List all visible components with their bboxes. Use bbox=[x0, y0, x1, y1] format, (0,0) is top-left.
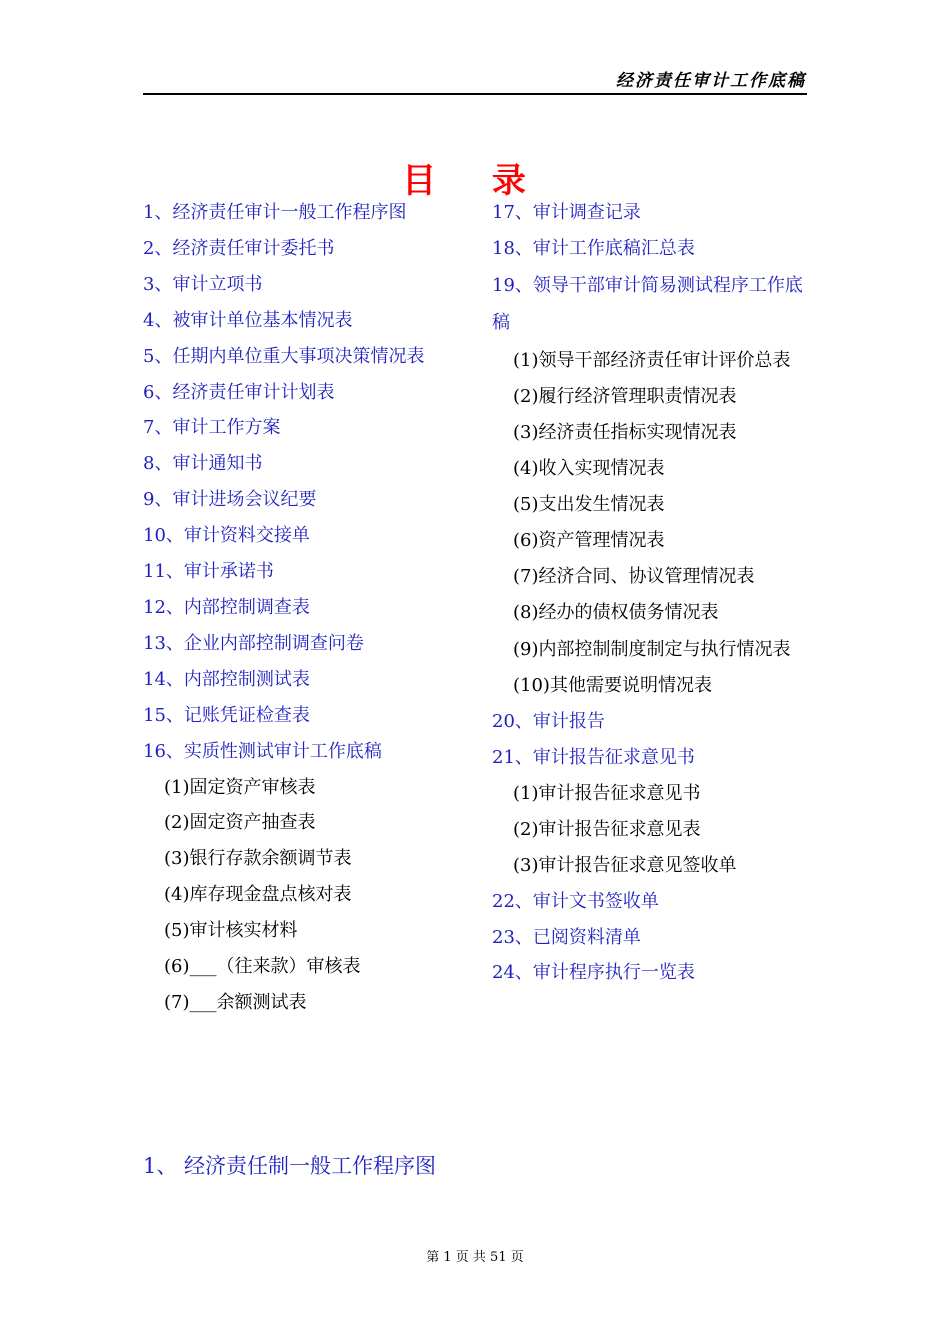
toc-link-item[interactable]: 4、被审计单位基本情况表 bbox=[143, 309, 353, 331]
toc-sub-item: (6)___（往来款）审核表 bbox=[164, 956, 361, 978]
toc-link-item[interactable]: 14、内部控制测试表 bbox=[143, 668, 310, 690]
toc-sub-item: (2)审计报告征求意见表 bbox=[513, 818, 701, 840]
toc-sub-item: (5)审计核实材料 bbox=[164, 920, 298, 942]
toc-link-item[interactable]: 23、已阅资料清单 bbox=[492, 926, 641, 948]
toc-sub-item: (7)经济合同、协议管理情况表 bbox=[513, 565, 755, 587]
toc-link-item[interactable]: 1、经济责任审计一般工作程序图 bbox=[143, 202, 407, 223]
toc-sub-item: (4)库存现金盘点核对表 bbox=[164, 884, 352, 906]
toc-sub-item: (3)银行存款余额调节表 bbox=[164, 848, 352, 870]
page-footer: 第 1 页 共 51 页 bbox=[426, 1250, 524, 1265]
toc-link-item[interactable]: 10、审计资料交接单 bbox=[143, 525, 310, 547]
toc-link-item[interactable]: 3、审计立项书 bbox=[143, 273, 263, 295]
toc-sub-item: (1)领导干部经济责任审计评价总表 bbox=[513, 349, 791, 371]
header-rule bbox=[143, 93, 807, 95]
toc-link-item[interactable]: 12、内部控制调查表 bbox=[143, 596, 310, 618]
toc-link-item[interactable]: 6、经济责任审计计划表 bbox=[143, 381, 335, 403]
toc-link-item[interactable]: 17、审计调查记录 bbox=[492, 202, 641, 223]
toc-sub-item: (5)支出发生情况表 bbox=[513, 494, 665, 516]
toc-link-item[interactable]: 5、任期内单位重大事项决策情况表 bbox=[143, 345, 425, 367]
toc-heading: 目 录 bbox=[402, 161, 548, 201]
toc-sub-item: (2)履行经济管理职责情况表 bbox=[513, 386, 737, 408]
toc-link-item[interactable]: 7、审计工作方案 bbox=[143, 417, 281, 439]
toc-link-item[interactable]: 19、领导干部审计简易测试程序工作底稿 bbox=[492, 274, 803, 334]
section-heading: 1、 经济责任制一般工作程序图 bbox=[143, 1154, 437, 1178]
toc-sub-item: (7)___余额测试表 bbox=[164, 991, 307, 1013]
document-header-title: 经济责任审计工作底稿 bbox=[616, 71, 806, 91]
toc-sub-item: (1)审计报告征求意见书 bbox=[513, 782, 701, 804]
toc-sub-item: (6)资产管理情况表 bbox=[513, 529, 665, 551]
toc-sub-item: (10)其他需要说明情况表 bbox=[513, 675, 712, 697]
toc-link-item[interactable]: 15、记账凭证检查表 bbox=[143, 704, 310, 726]
toc-sub-item: (8)经办的债权债务情况表 bbox=[513, 601, 719, 623]
toc-link-item[interactable]: 20、审计报告 bbox=[492, 711, 605, 733]
toc-sub-item: (3)经济责任指标实现情况表 bbox=[513, 422, 737, 444]
toc-link-item[interactable]: 2、经济责任审计委托书 bbox=[143, 237, 335, 259]
toc-link-item[interactable]: 16、实质性测试审计工作底稿 bbox=[143, 740, 382, 762]
toc-link-item[interactable]: 8、审计通知书 bbox=[143, 453, 263, 475]
toc-link-item[interactable]: 9、审计进场会议纪要 bbox=[143, 489, 317, 511]
toc-right-column bbox=[492, 195, 810, 991]
toc-link-item[interactable]: 21、审计报告征求意见书 bbox=[492, 746, 695, 768]
toc-link-item[interactable]: 22、审计文书签收单 bbox=[492, 890, 659, 912]
toc-link-item[interactable]: 11、审计承诺书 bbox=[143, 561, 274, 583]
toc-sub-item: (3)审计报告征求意见签收单 bbox=[513, 854, 737, 876]
toc-sub-item: (9)内部控制制度制定与执行情况表 bbox=[513, 638, 791, 660]
toc-link-item[interactable]: 13、企业内部控制调查问卷 bbox=[143, 632, 364, 654]
toc-sub-item: (1)固定资产审核表 bbox=[164, 776, 316, 798]
toc-sub-item: (2)固定资产抽查表 bbox=[164, 812, 316, 834]
toc-left-column bbox=[143, 195, 473, 1021]
toc-sub-item: (4)收入实现情况表 bbox=[513, 458, 665, 480]
toc-link-item[interactable]: 24、审计程序执行一览表 bbox=[492, 962, 695, 984]
toc-link-item[interactable]: 18、审计工作底稿汇总表 bbox=[492, 237, 695, 259]
